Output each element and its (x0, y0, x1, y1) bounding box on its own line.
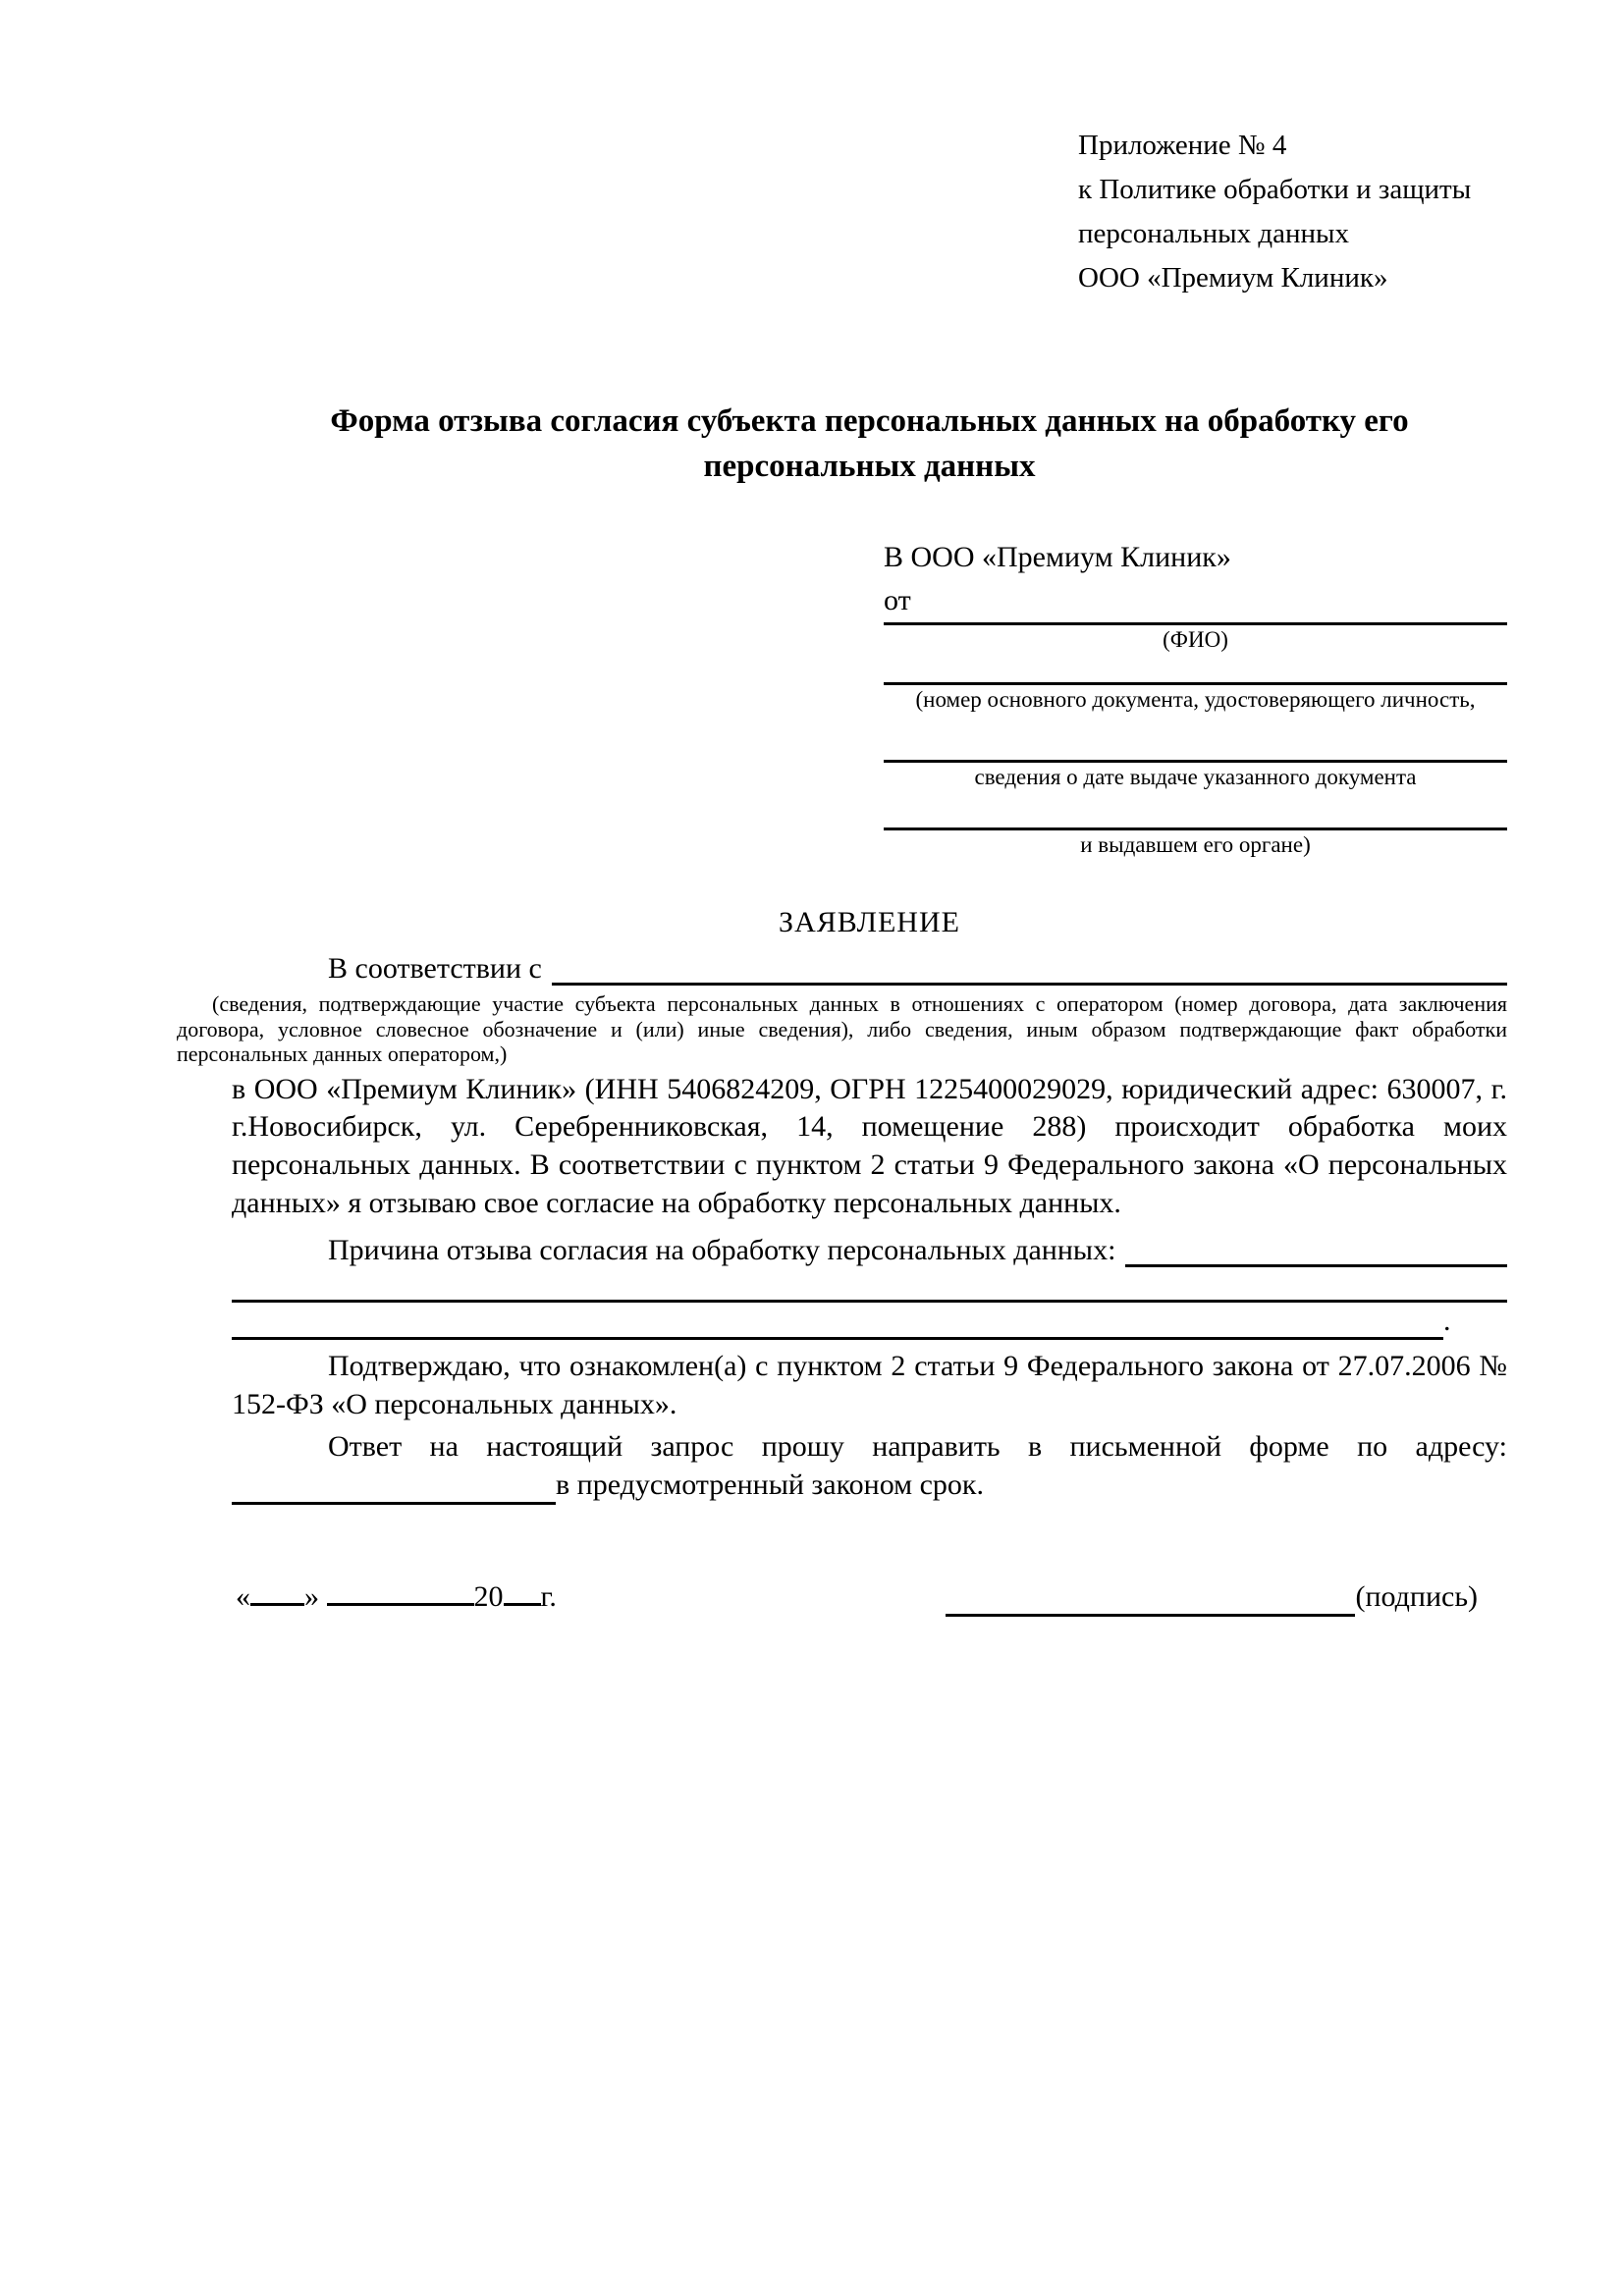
signature-blank-line (946, 1580, 1355, 1617)
issue-date-caption: сведения о дате выдаче указанного документа (974, 765, 1417, 789)
appendix-line: к Политике обработки и защиты (1078, 174, 1472, 205)
reason-row (232, 1228, 1507, 1267)
appendix-line: Приложение № 4 (1078, 130, 1287, 161)
reply-request-paragraph: Ответ на настоящий запрос прошу направить в письменной форме по адресу: (328, 1429, 1507, 1463)
signature-caption: (подпись) (1355, 1580, 1478, 1614)
footer-row (232, 1577, 1507, 1617)
date-quote-open: « (236, 1580, 250, 1614)
date-quote-close: » (304, 1580, 319, 1614)
statement-body: в ООО «Премиум Клиник» (ИНН 5406824209, ОГРН 1225400029029, юридический адрес: 630007, г. г.Новосибирск, ул. Серебренниковская, 14, помещение 288) происходит обработка моих персональных данных. В соответствии с пунктом 2 статьи 9 Федерального закона «О персональных данных» я отзываю свое согласие на обработку персональных данных. (232, 1072, 1507, 1219)
day-blank-line (250, 1574, 304, 1606)
addressee-from-label: от (884, 584, 911, 616)
according-blank-line (552, 949, 1507, 986)
document-number-caption: (номер основного документа, удостоверяющего личность, (915, 687, 1476, 712)
document-title (232, 399, 1507, 489)
fio-caption: (ФИО) (1163, 627, 1228, 652)
appendix-block (1078, 124, 1507, 300)
document-title-text: Форма отзыва согласия субъекта персональных данных на обработку его персональных данных (330, 403, 1409, 484)
date-group (236, 1574, 557, 1617)
fine-print-note: (сведения, подтверждающие участие субъекта персональных данных в отношениях с оператором (номер договора, дата заключения договора, условное словесное обозначение и (или) иные сведения), либо сведения, иным образом подтверждающие факт обработки персональных данных оператором,) (177, 991, 1507, 1066)
appendix-line: ООО «Премиум Клиник» (1078, 262, 1388, 294)
reply-tail-text: в предусмотренный законом срок. (556, 1468, 984, 1502)
addressee-to: В ООО «Премиум Клиник» (884, 541, 1231, 573)
reason-blank-line (1125, 1231, 1507, 1267)
year-blank-line (504, 1574, 541, 1606)
confirmation-paragraph: Подтверждаю, что ознакомлен(а) с пунктом 2 статьи 9 Федерального закона от 27.07.2006 № 152-ФЗ «О персональных данных». (232, 1350, 1507, 1421)
year-suffix: г. (540, 1580, 557, 1614)
signature-group (946, 1577, 1478, 1617)
address-blank-line (232, 1468, 556, 1505)
according-label: В соответствии с (328, 952, 542, 985)
sentence-period: . (1443, 1305, 1451, 1338)
year-prefix: 20 (473, 1580, 504, 1614)
reason-label: Причина отзыва согласия на обработку персональных данных: (328, 1234, 1116, 1267)
appendix-line: персональных данных (1078, 218, 1350, 249)
statement-heading: ЗАЯВЛЕНИЕ (779, 906, 960, 938)
issuing-authority-caption: и выдавшем его органе) (1080, 832, 1311, 857)
document-content (177, 0, 1507, 1617)
addressee-block (884, 536, 1507, 860)
reply-address-row (232, 1466, 1507, 1505)
reason-blank-line-3-rule (232, 1304, 1443, 1340)
reason-blank-line-3 (232, 1303, 1507, 1340)
month-blank-line (327, 1574, 474, 1606)
according-row (232, 946, 1507, 986)
